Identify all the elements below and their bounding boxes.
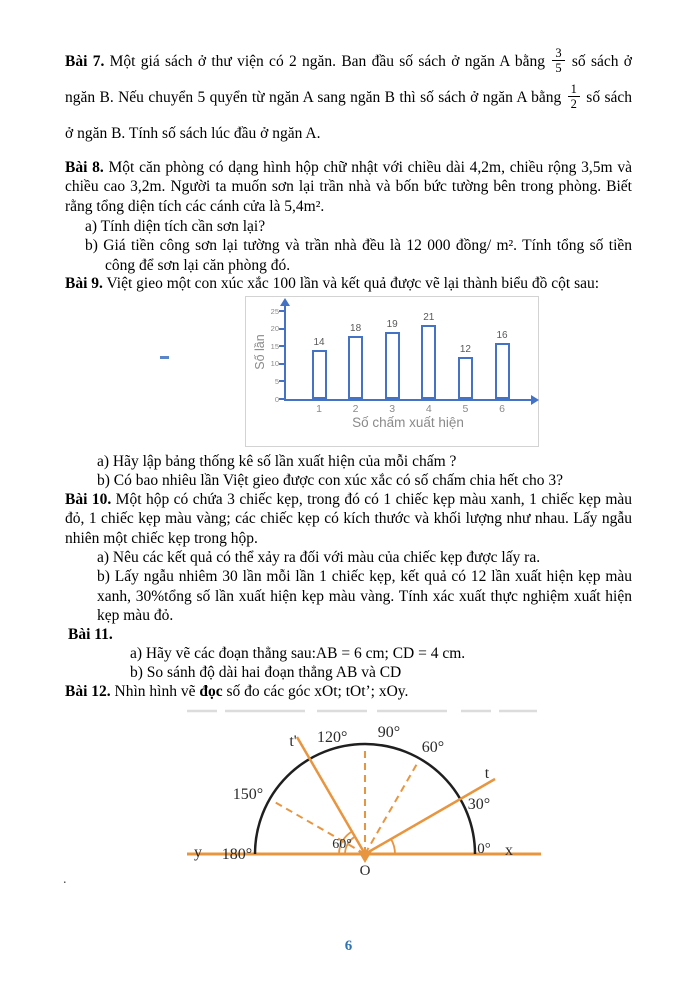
y-axis-tick [279, 380, 286, 382]
problem-12-label: Bài 12. [65, 683, 111, 700]
item-text: Nêu các kết quả có thể xảy ra đối với màu của chiếc kẹp được lấy ra. [112, 549, 541, 566]
chart-x-axis-arrow-icon [531, 395, 539, 405]
stray-dot-mark: . [63, 872, 67, 887]
angle-label: x [505, 842, 513, 859]
item-marker: b) [97, 472, 110, 490]
vertex-marker-icon [358, 851, 372, 863]
item-text: Hãy lập bảng thống kê số lần xuất hiện của mỗi chấm ? [112, 453, 457, 470]
angle-figure-svg [185, 702, 545, 882]
category-label: 4 [425, 403, 432, 415]
problem-10-label: Bài 10. [65, 491, 112, 508]
problem-9-items [65, 452, 632, 491]
problem-9-label: Bài 9. [65, 275, 103, 292]
bar-value-label: 19 [386, 319, 398, 331]
angle-label: 30° [467, 796, 491, 813]
fraction-denominator: 5 [555, 60, 562, 75]
item-text: Có bao nhiêu lần Việt gieo được con xúc xắc có số chấm chia hết cho 3? [113, 472, 564, 490]
list-item [65, 663, 632, 682]
problem-12-text-1: Nhìn hình vẽ [110, 683, 200, 700]
item-marker: a) [97, 453, 110, 470]
angle-label: y [194, 844, 202, 861]
fraction-numerator: 3 [552, 46, 564, 61]
angle-label: 60° [332, 837, 352, 852]
angle-figure [185, 702, 545, 882]
chart-bar [495, 343, 510, 399]
y-axis-tick [279, 310, 286, 312]
item-marker: b) [97, 568, 110, 586]
bar-value-label: 12 [459, 343, 471, 355]
chart-x-axis [284, 399, 532, 401]
problem-10-text: Một hộp có chứa 3 chiếc kẹp, trong đó có 1 chiếc kẹp màu xanh, 1 chiếc kẹp màu đỏ, 1 chiếc kẹp màu vàng; các chiếc kẹp có kích thước và khối lượng như nhau. Lấy ngẫu nhiên một chiếc kẹp trong hộp. [65, 491, 633, 547]
chart-y-axis-arrow-icon [280, 298, 290, 306]
chart-bar [421, 325, 436, 399]
category-label: 5 [462, 403, 469, 415]
problem-8-label: Bài 8. [65, 159, 104, 176]
angle-label: t' [289, 733, 297, 750]
y-axis-tick-label: 0 [274, 394, 279, 404]
item-marker: b) [130, 664, 143, 682]
problem-12-bold-word: đọc [199, 683, 223, 700]
problem-10-items [65, 548, 632, 626]
problem-11 [68, 625, 635, 644]
problem-7-text-3: số sách ở ngăn B. Tính số sách lúc đầu ở ngăn A. [65, 89, 632, 142]
y-axis-tick [279, 345, 286, 347]
problem-7-text-1: Một giá sách ở thư viện có 2 ngăn. Ban đầu số sách ở ngăn A bằng [104, 53, 551, 70]
fraction-1-2 [566, 82, 582, 112]
angle-label: t [484, 765, 490, 782]
figure-labels [194, 724, 513, 879]
problem-9 [65, 274, 632, 293]
angle-label: 0° [477, 841, 491, 857]
chart-bar [458, 357, 473, 399]
bar-value-label: 18 [350, 322, 362, 334]
chart-y-axis [284, 305, 286, 401]
chart-bar [312, 350, 327, 399]
problem-11-label: Bài 11. [68, 626, 113, 643]
category-label: 6 [499, 403, 505, 415]
fraction-3-5 [550, 46, 566, 76]
chart-x-axis-title: Số chấm xuất hiện [352, 415, 464, 430]
y-axis-tick-label: 10 [270, 359, 279, 369]
problem-7 [65, 44, 632, 152]
bar-chart [245, 296, 539, 447]
y-axis-tick-label: 15 [270, 341, 279, 351]
list-item [65, 452, 632, 471]
problem-12 [65, 682, 632, 701]
problem-7-text-2: số sách ở ngăn B. Nếu chuyển 5 quyển từ ngăn A sang ngăn B thì số sách ở ngăn A bằng [65, 53, 632, 106]
problem-8-items [65, 217, 632, 275]
y-axis-tick-label: 5 [274, 376, 279, 386]
problem-7-label: Bài 7. [65, 53, 105, 70]
list-item [65, 644, 632, 663]
angle-label: 180° [221, 846, 253, 863]
chart-bar [348, 336, 363, 399]
list-item [65, 548, 632, 567]
fraction-numerator: 1 [568, 82, 580, 97]
y-axis-tick [279, 398, 286, 400]
angle-label: 150° [232, 786, 264, 803]
category-label: 1 [316, 403, 322, 415]
angle-label: 120° [317, 729, 348, 746]
chart-y-axis-title: Số lần [253, 334, 267, 370]
category-label: 3 [389, 403, 396, 415]
item-text: Lấy ngẫu nhiêm 30 lần mỗi lần 1 chiếc kẹp, kết quả có 12 lần xuất hiện kẹp màu xanh, 30%tổng số lần xuất hiện kẹp màu vàng. Tính xác xuất thực nghiệm xuất hiện kẹp màu đỏ. [97, 568, 633, 625]
item-text: Hãy vẽ các đoạn thẳng sau:AB = 6 cm; CD = 4 cm. [145, 645, 466, 662]
problem-8-text: Một căn phòng có dạng hình hộp chữ nhật với chiều dài 4,2m, chiều rộng 3,5m và chiều cao 3,2m. Người ta muốn sơn lại trần nhà và bốn bức tường bên trong phòng. Biết rằng tổng diện tích các cánh cửa là 5,4m². [65, 159, 632, 215]
problem-8 [65, 158, 632, 216]
problem-9-text: Việt gieo một con xúc xắc 100 lần và kết quả được vẽ lại thành biểu đồ cột sau: [102, 275, 600, 292]
bar-value-label: 16 [496, 329, 508, 341]
y-axis-tick-label: 25 [270, 306, 279, 316]
angle-label: 60° [421, 739, 445, 756]
stray-dash-mark [160, 356, 169, 359]
problem-11-items [65, 644, 632, 683]
item-text: Giá tiền công sơn lại tường và trần nhà đều là 12 000 đồng/ m². Tính tổng số tiền công để sơn lại căn phòng đó. [103, 237, 633, 274]
item-marker: a) [85, 218, 98, 235]
page-number: 6 [344, 938, 353, 954]
item-marker: a) [130, 645, 143, 662]
y-axis-tick-label: 20 [270, 324, 279, 334]
bar-value-label: 21 [423, 312, 435, 324]
list-item [65, 217, 632, 236]
fraction-denominator: 2 [570, 96, 577, 111]
y-axis-tick [279, 328, 286, 330]
angle-label: 90° [377, 724, 401, 741]
problem-12-text-2: số đo các góc xOt; tOt’; xOy. [222, 683, 409, 700]
item-text: Tính diện tích cần sơn lại? [100, 218, 266, 235]
chart-bar [385, 332, 400, 399]
angle-label: O [359, 863, 371, 879]
item-text: So sánh độ dài hai đoạn thẳng AB và CD [146, 664, 402, 682]
category-label: 2 [352, 403, 359, 415]
angle-arc-right [391, 839, 395, 854]
list-item [65, 567, 632, 625]
list-item [65, 471, 632, 490]
problem-10 [65, 490, 632, 548]
bar-value-label: 14 [313, 336, 325, 348]
list-item [65, 236, 632, 275]
y-axis-tick [279, 363, 286, 365]
item-marker: b) [85, 237, 98, 255]
item-marker: a) [97, 549, 110, 566]
